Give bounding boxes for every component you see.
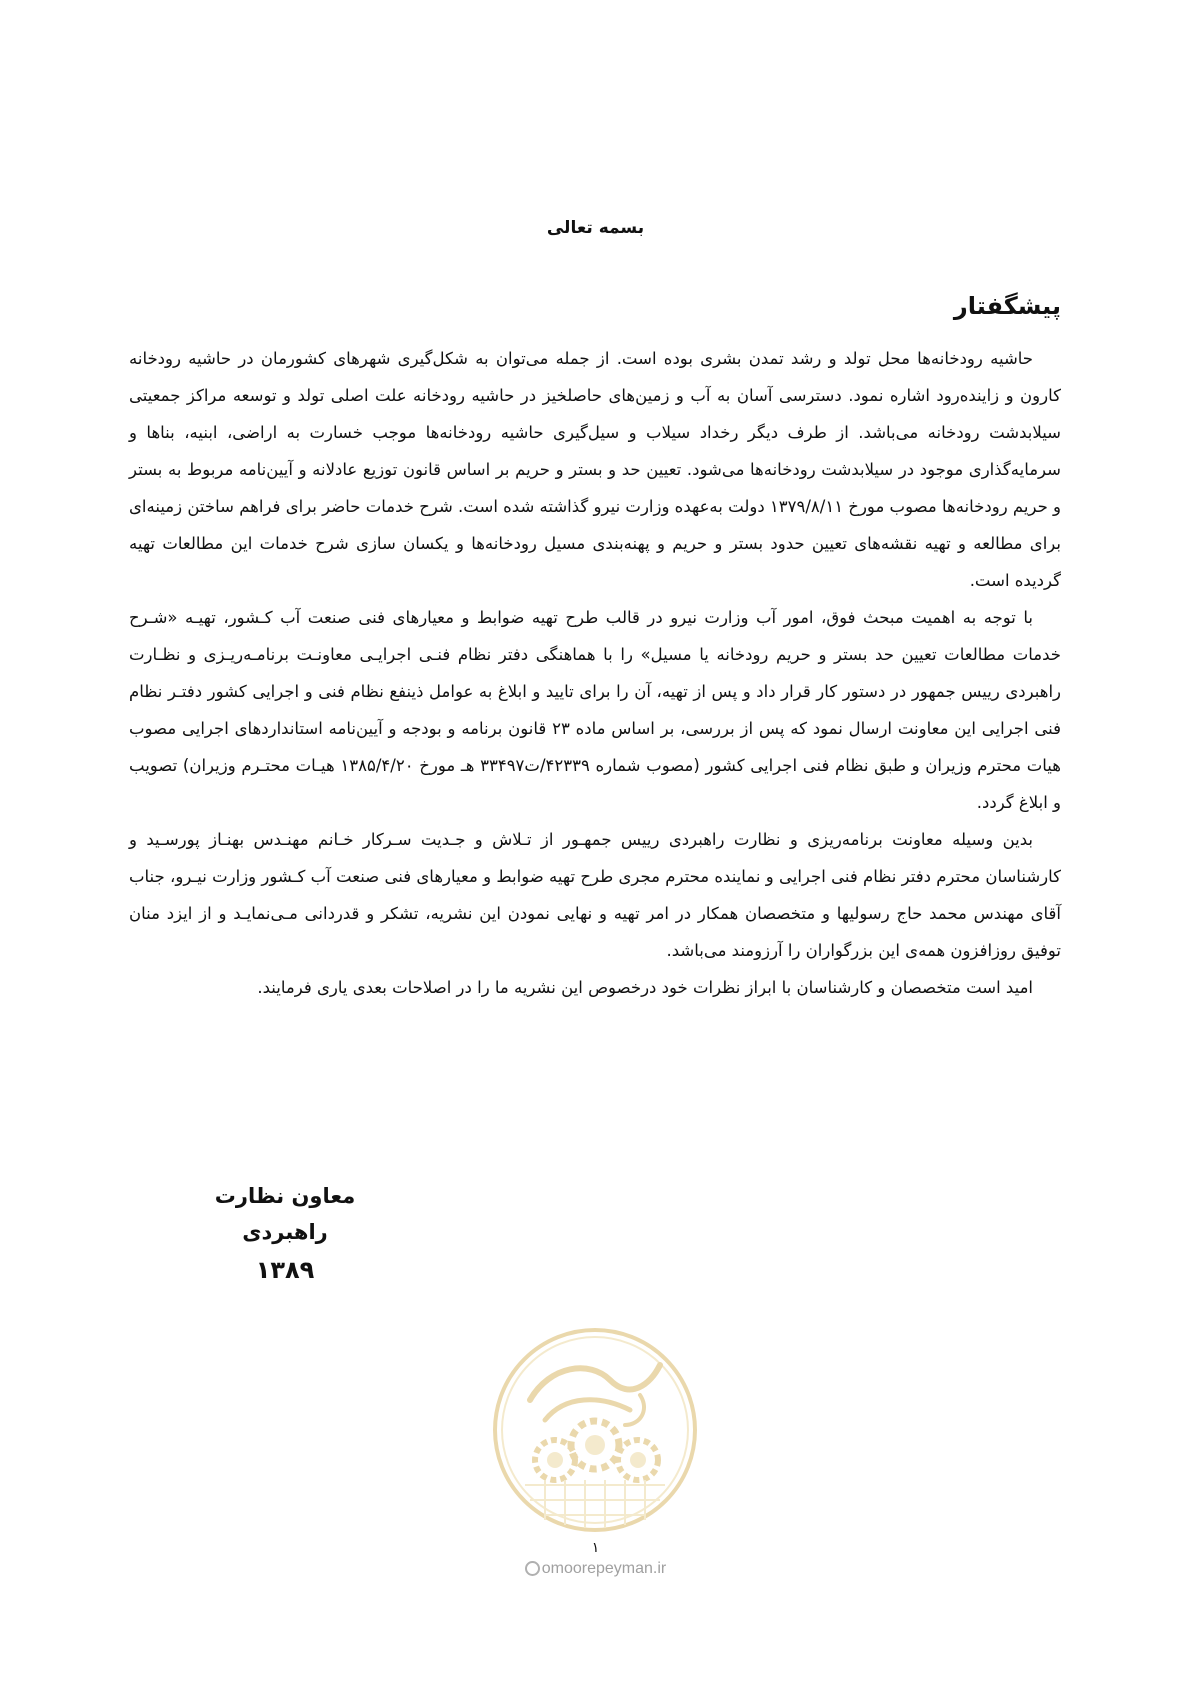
page-number: ۱	[591, 1540, 600, 1556]
bismillah-heading: بسمه تعالی	[546, 218, 645, 238]
preface-body	[129, 340, 1061, 1006]
signatory-role: معاون نظارت راهبردی	[214, 1184, 356, 1244]
site-url-text: omoorepeyman.ir	[541, 1560, 667, 1577]
watermark-seal-icon	[490, 1325, 700, 1535]
preface-paragraph-4: امید است متخصصان و کارشناسان با ابراز نظرات خود درخصوص این نشریه ما را در اصلاحات بعدی یاری فرمایند.	[257, 978, 1033, 997]
preface-paragraph-3: بدین وسیله معاونت برنامه‌ریزی و نظارت راهبردی رییس جمهـور از تـلاش و جـدیت سـرکار خـانم مهنـدس بهنـاز پورسـید و کارشناسان محترم دفتر نظام فنی اجرایی و نماینده محترم مجری طرح تهیه ضوابط و معیارهای فنی صنعت آب کـشور وزارت نیـرو، جناب آقای مهندس محمد حاج رسولیها و متخصصان همکار در امر تهیه و نهایی نمودن این نشریه، تشکر و قدردانی مـی‌نمایـد و از ایزد منان توفیق روزافزون همه‌ی این بزرگواران را آرزومند می‌باشد.	[129, 830, 1061, 960]
at-sign-icon	[525, 1561, 540, 1576]
preface-title: پیشگفتار	[953, 292, 1061, 320]
preface-paragraph-2: با توجه به اهمیت مبحث فوق، امور آب وزارت نیرو در قالب طرح تهیه ضوابط و معیارهای فنی صنعت آب کـشور، تهیـه «شـرح خدمات مطالعات تعیین حد بستر و حریم رودخانه یا مسیل» را با هماهنگی دفتر نظام فنـی اجرایـی معاونـت برنامـه‌ریـزی و نظـارت راهبردی رییس جمهور در دستور کار قرار داد و پس از تهیه، آن را برای تایید و ابلاغ به عوامل ذینفع نظام فنی و اجرایی کشور دفتـر نظام فنی اجرایی این معاونت ارسال نمود که پس از بررسی، بر اساس ماده ۲۳ قانون برنامه و بودجه و آیین‌نامه استانداردهای اجرایی مصوب هیات محترم وزیران و طبق نظام فنی اجرایی کشور (مصوب شماره ۴۲۳۳۹/ت۳۳۴۹۷ هـ مورخ ۱۳۸۵/۴/۲۰ هیـات محتـرم وزیران) تصویب و ابلاغ گردد.	[129, 608, 1061, 812]
signature-year: ۱۳۸۹	[255, 1256, 315, 1284]
site-url-footer	[0, 1560, 1191, 1578]
preface-paragraph-1: حاشیه رودخانه‌ها محل تولد و رشد تمدن بشری بوده است. از جمله می‌توان به شکل‌گیری شهرهای کشورمان در حاشیه رودخانه کارون و زاینده‌رود اشاره نمود. دسترسی آسان به آب و زمین‌های حاصلخیز در حاشیه رودخانه علت اصلی تولد و توسعه مراکز جمعیتی سیلابدشت رودخانه می‌باشد. از طرف دیگر رخداد سیلاب و سیل‌گیری حاشیه رودخانه‌ها موجب خسارت به اراضی، ابنیه، بناها و سرمایه‌گذاری موجود در سیلابدشت رودخانه‌ها می‌شود. تعیین حد و بستر و حریم بر اساس قانون توزیع عادلانه و آیین‌نامه مربوط به بستر و حریم رودخانه‌ها مصوب مورخ ۱۳۷۹/۸/۱۱ دولت به‌عهده وزارت نیرو گذاشته شده است. شرح خدمات حاضر برای فراهم ساختن زمینه‌ای برای مطالعه و تهیه نقشه‌های تعیین حدود بستر و حریم و پهنه‌بندی مسیل رودخانه‌ها و یکسان سازی شرح خدمات این مطالعات تهیه گردیده است.	[129, 349, 1061, 590]
watermark-logo	[490, 1325, 700, 1535]
signature-block	[175, 1178, 395, 1290]
